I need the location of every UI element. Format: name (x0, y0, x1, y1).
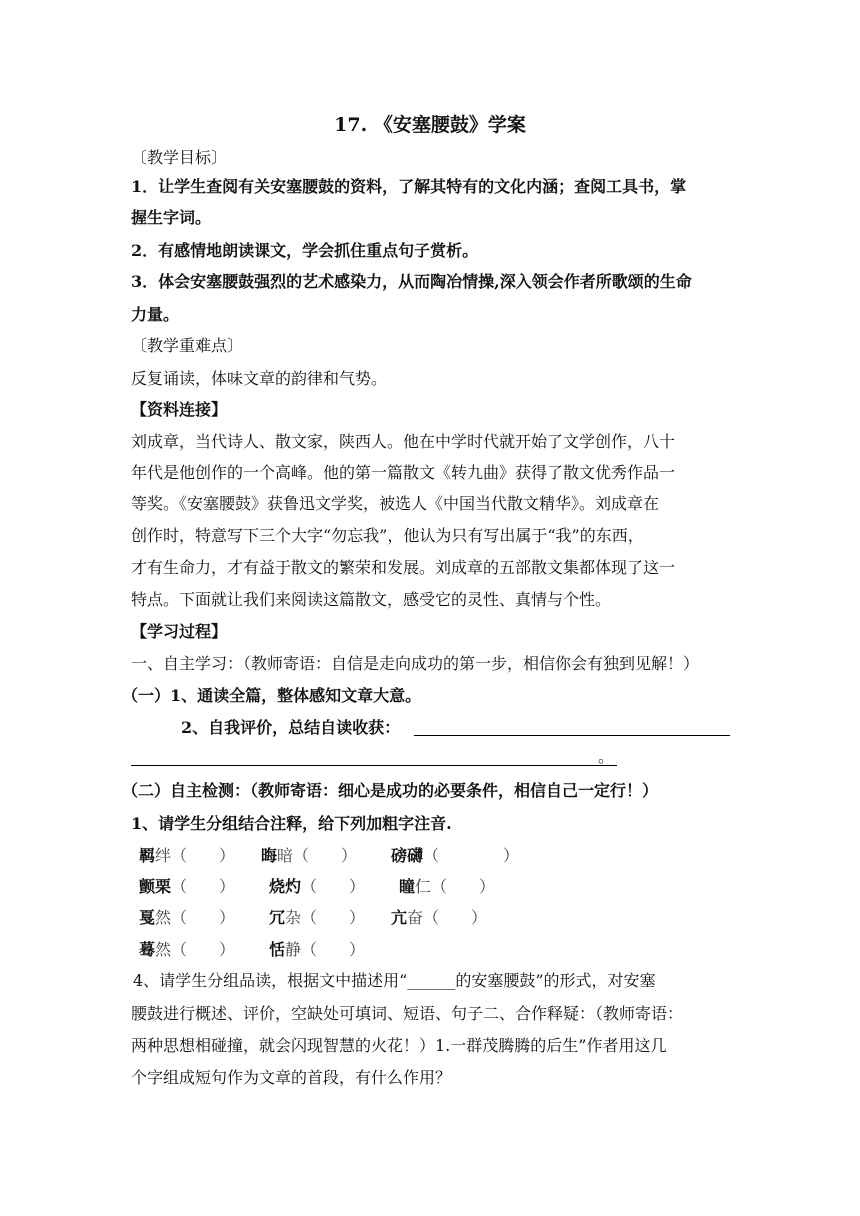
bold-character: 瞳 (399, 877, 416, 896)
answer-end-mark: 。 (598, 747, 615, 766)
process-heading: 【学习过程】 (131, 622, 228, 641)
document-title: 17. 《安塞腰鼓》学案 (334, 114, 526, 136)
pinyin-item (269, 908, 365, 928)
pinyin-blank[interactable]: 奋（ ） (407, 908, 488, 927)
bold-character: 烧灼 (269, 877, 302, 896)
step-2-label: 2、自我评价，总结自读收获： (181, 718, 401, 737)
pinyin-item (139, 877, 235, 897)
bold-character: 羁 (139, 846, 156, 865)
bold-character: 磅礴 (391, 846, 424, 865)
bold-character: 亢 (391, 908, 408, 927)
pinyin-blank[interactable]: 绊（ ） (155, 846, 236, 865)
key-points-text: 反复诵读，体味文章的韵律和气势。 (131, 369, 388, 388)
materials-line: 特点。下面就让我们来阅读这篇散文，感受它的灵性、真情与个性。 (131, 590, 612, 609)
materials-line: 刘成章，当代诗人、散文家，陕西人。他在中学时代就开始了文学创作，八十 (131, 432, 676, 451)
self-check-line: （二）自主检测：（教师寄语：细心是成功的必要条件，相信自己一定行！） (122, 781, 659, 800)
pinyin-item (261, 846, 357, 866)
pinyin-item (269, 877, 365, 897)
bold-character: 颤栗 (139, 877, 172, 896)
answer-blank-line-2[interactable] (131, 765, 617, 766)
pinyin-item (269, 940, 365, 960)
goal-3-line-1: 3．体会安塞腰鼓强烈的艺术感染力，从而陶冶情操,深入领会作者所歌颂的生命 (131, 272, 692, 291)
pinyin-blank[interactable]: （ ） (301, 877, 366, 896)
bold-character: 蓦 (139, 940, 156, 959)
key-points-heading: 〔教学重难点〕 (131, 336, 244, 355)
pinyin-item (391, 846, 519, 866)
pinyin-blank[interactable]: （ ） (423, 846, 520, 865)
answer-blank-line-1[interactable] (414, 735, 730, 736)
pinyin-blank[interactable]: 然（ ） (155, 908, 236, 927)
materials-line: 年代是他创作的一个高峰。他的第一篇散文《转九曲》获得了散文优秀作品一 (131, 463, 676, 482)
pinyin-blank[interactable]: （ ） (171, 877, 236, 896)
pinyin-item (139, 908, 235, 928)
self-study-line: 一、自主学习：（教师寄语：自信是走向成功的第一步，相信你会有独到见解！） (131, 654, 700, 673)
goals-heading: 〔教学目标〕 (131, 148, 228, 167)
question-4-line: 两种思想相碰撞，就会闪现智慧的火花！）1.一群茂腾腾的后生”作者用这几 (131, 1036, 667, 1055)
goal-3-line-2: 力量。 (131, 305, 180, 324)
pinyin-item (139, 846, 235, 866)
materials-line: 等奖。《安塞腰鼓》获鲁迅文学奖，被选人《中国当代散文精华》。刘成章在 (131, 494, 660, 513)
check-question-1: 1、请学生分组结合注释，给下列加粗字注音. (131, 814, 452, 833)
pinyin-blank[interactable]: 暗（ ） (277, 846, 358, 865)
materials-line: 创作时，特意写下三个大字“勿忘我”，他认为只有写出属于“我”的东西， (131, 526, 644, 545)
bold-character: 冗 (269, 908, 286, 927)
materials-line: 才有生命力，才有益于散文的繁荣和发展。刘成章的五部散文集都体现了这一 (131, 558, 676, 577)
goal-2: 2．有感情地朗读课文，学会抓住重点句子赏析。 (131, 241, 479, 260)
bold-character: 恬 (269, 940, 286, 959)
step-1: （一）1、通读全篇，整体感知文章大意。 (122, 686, 422, 705)
question-4-line: 4、请学生分组品读，根据文中描述用“______的安塞腰鼓”的形式，对安塞 (133, 971, 656, 990)
goal-1-line-2: 握生字词。 (131, 208, 212, 227)
pinyin-blank[interactable]: 静（ ） (285, 940, 366, 959)
question-4-line: 腰鼓进行概述、评价，空缺处可填词、短语、句子二、合作释疑：（教师寄语： (131, 1004, 684, 1023)
pinyin-blank[interactable]: 然（ ） (155, 940, 236, 959)
bold-character: 戛 (139, 908, 156, 927)
pinyin-blank[interactable]: 杂（ ） (285, 908, 366, 927)
pinyin-item (139, 940, 235, 960)
question-4-line: 个字组成短句作为文章的首段，有什么作用？ (131, 1068, 452, 1087)
pinyin-item (391, 908, 487, 928)
goal-1-line-1: 1．让学生查阅有关安塞腰鼓的资料，了解其特有的文化内涵；查阅工具书，掌 (131, 177, 687, 196)
materials-heading: 【资料连接】 (131, 400, 228, 419)
pinyin-blank[interactable]: 仁（ ） (415, 877, 496, 896)
pinyin-item (399, 877, 495, 897)
bold-character: 晦 (261, 846, 278, 865)
